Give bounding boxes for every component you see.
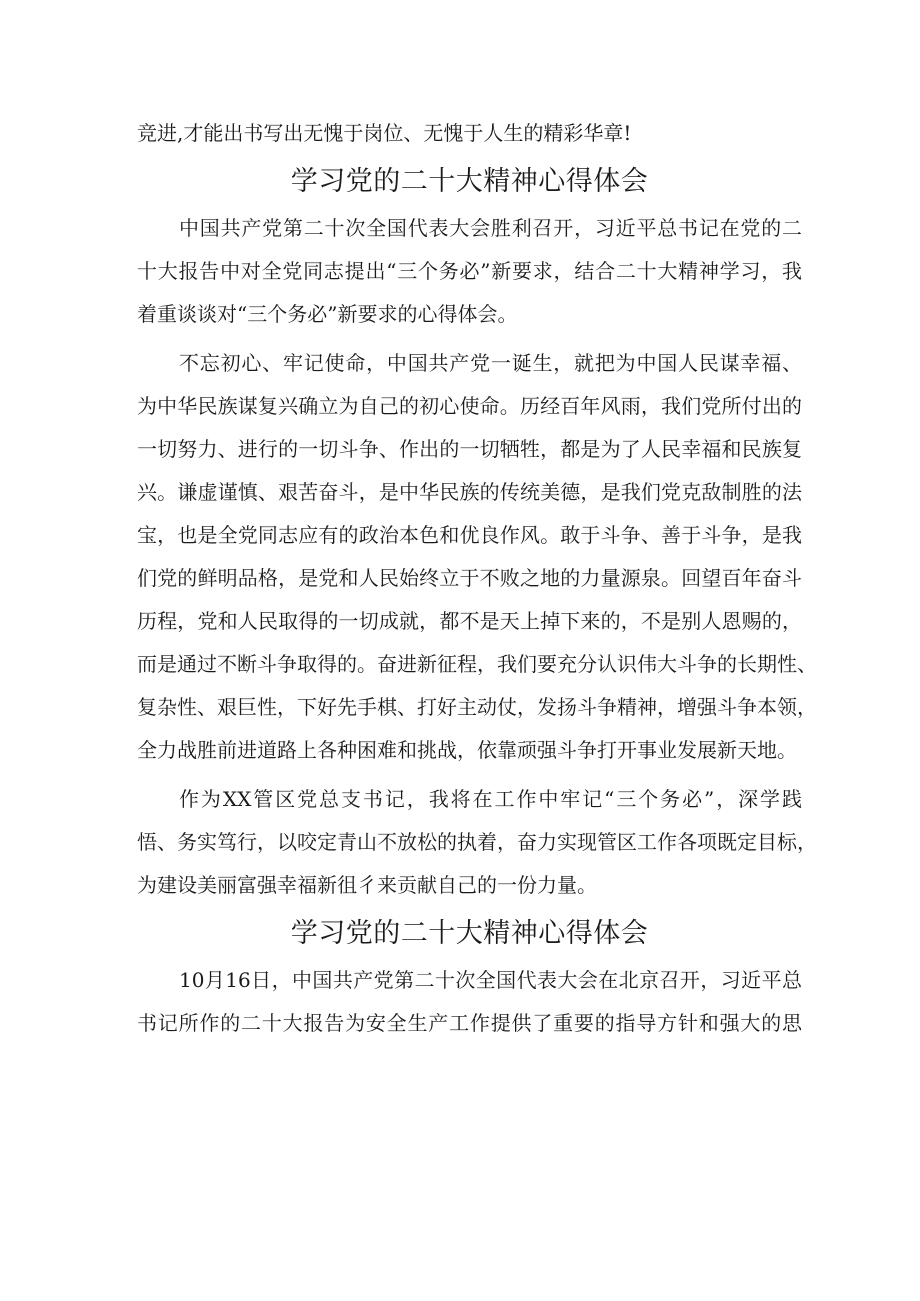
paragraph-line: 兴。谦虚谨慎、艰苦奋斗，是中华民族的传统美德，是我们党克敌制胜的法 xyxy=(137,480,802,504)
paragraph-line: 10月16日，中国共产党第二十次全国代表大会在北京召开，习近平总 xyxy=(179,968,802,992)
section-1-title: 学习党的二十大精神心得体会 xyxy=(290,166,649,197)
paragraph-line: 为建设美丽富强幸福新徂彳来贡献自己的一份力量。 xyxy=(137,873,597,897)
paragraph-line: 全力战胜前进道路上各种困难和挑战，依靠顽强斗争打开事业发展新天地。 xyxy=(137,738,797,762)
document-page xyxy=(137,112,817,1045)
paragraph-line: 一切努力、进行的一切斗争、作出的一切牺牲，都是为了人民幸福和民族复 xyxy=(137,437,802,461)
paragraph-line: 着重谈谈对“三个务必”新要求的心得体会。 xyxy=(137,302,518,326)
paragraph-line: 悟、务实笃行，以咬定青山不放松的执着，奋力实现管区工作各项既定目标， xyxy=(137,830,817,854)
paragraph-line: 作为XX管区党总支书记，我将在工作中牢记“三个务必”，深学践 xyxy=(179,787,802,811)
paragraph-line: 复杂性、艰巨性，下好先手棋、打好主动仗，发扬斗争精神，增强斗争本领， xyxy=(137,695,817,719)
section-1-paragraph-2 xyxy=(137,342,817,772)
section-1-paragraph-3 xyxy=(137,778,817,907)
section-2-paragraph-1 xyxy=(137,959,802,1045)
section-1-paragraph-1 xyxy=(137,207,802,336)
paragraph-line: 历程，党和人民取得的一切成就，都不是天上掉下来的，不是别人恩赐的， xyxy=(137,609,802,633)
intro-line: 竞进,才能出书写出无愧于岗位、无愧于人生的精彩华章! xyxy=(137,121,632,145)
paragraph-line: 们党的鲜明品格，是党和人民始终立于不败之地的力量源泉。回望百年奋斗 xyxy=(137,566,802,590)
paragraph-line: 而是通过不断斗争取得的。奋进新征程，我们要充分认识伟大斗争的长期性、 xyxy=(137,652,817,676)
paragraph-line: 宝，也是全党同志应有的政治本色和优良作风。敢于斗争、善于斗争，是我 xyxy=(137,523,802,547)
paragraph-line: 中国共产党第二十次全国代表大会胜利召开，习近平总书记在党的二 xyxy=(179,216,802,240)
paragraph-line: 为中华民族谋复兴确立为自己的初心使命。历经百年风雨，我们党所付出的 xyxy=(137,394,802,418)
paragraph-line: 书记所作的二十大报告为安全生产工作提供了重要的指导方针和强大的思 xyxy=(137,1011,802,1035)
paragraph-line: 不忘初心、牢记使命，中国共产党一诞生，就把为中国人民谋幸福、 xyxy=(179,351,802,375)
paragraph-line: 十大报告中对全党同志提出“三个务必”新要求，结合二十大精神学习，我 xyxy=(137,259,802,283)
section-2-title: 学习党的二十大精神心得体会 xyxy=(290,918,649,949)
